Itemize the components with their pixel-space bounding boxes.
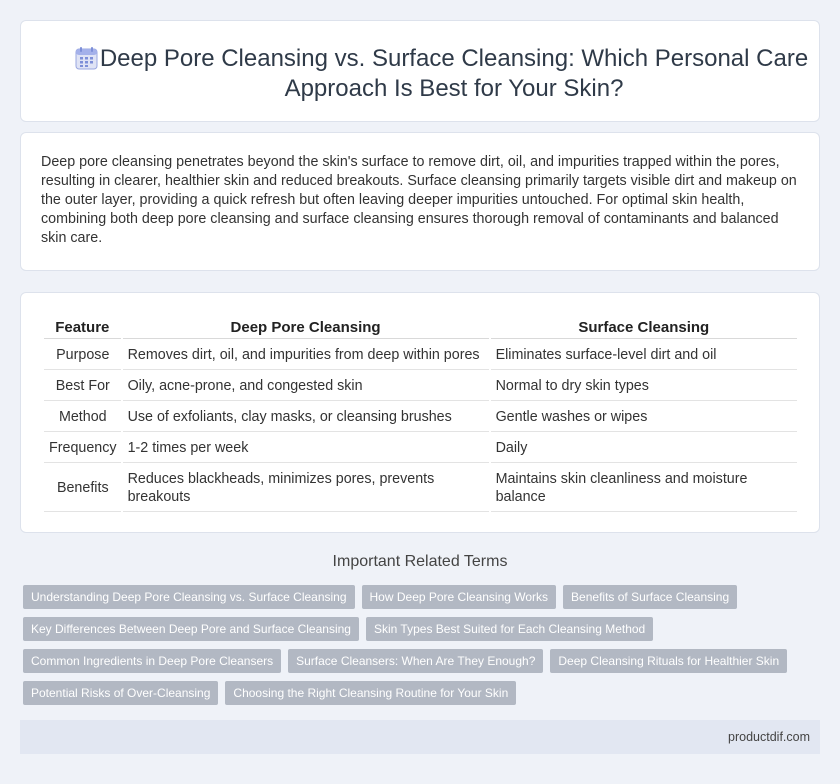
tag-row <box>23 649 813 673</box>
column-header-deep-pore: Deep Pore Cleansing <box>123 315 489 339</box>
table-row <box>44 403 797 432</box>
comparison-card <box>20 292 820 533</box>
table-row <box>44 372 797 401</box>
surface-cell: Gentle washes or wipes <box>491 403 797 432</box>
tag-row <box>23 681 813 705</box>
feature-cell: Frequency <box>44 434 121 463</box>
feature-cell: Purpose <box>44 341 121 370</box>
surface-cell: Daily <box>491 434 797 463</box>
related-terms-heading: Important Related Terms <box>332 553 508 570</box>
surface-cell: Normal to dry skin types <box>491 372 797 401</box>
page-title: Deep Pore Cleansing vs. Surface Cleansing: Which Personal Care Approach Is Best for Your Skin? <box>99 45 809 102</box>
feature-cell: Benefits <box>44 465 121 512</box>
surface-cell: Maintains skin cleanliness and moisture balance <box>491 465 797 512</box>
tag-row <box>23 617 813 641</box>
tag-row <box>23 585 813 609</box>
related-term-tag[interactable]: Common Ingredients in Deep Pore Cleansers <box>23 649 281 673</box>
related-term-tag[interactable]: Potential Risks of Over-Cleansing <box>23 681 218 705</box>
related-term-tag[interactable]: Choosing the Right Cleansing Routine for Your Skin <box>225 681 516 705</box>
intro-paragraph: Deep pore cleansing penetrates beyond the skin's surface to remove dirt, oil, and impurities trapped within the pores, resulting in clearer, healthier skin and reduced breakouts. Surface cleansing primarily targets visible dirt and makeup on the outer layer, providing a quick refresh but often leaving deeper impurities untouched. For optimal skin health, combining both deep pore cleansing and surface cleansing ensures thorough removal of contaminants and balanced skin care. <box>41 154 797 246</box>
surface-cell: Eliminates surface-level dirt and oil <box>491 341 797 370</box>
deep-pore-cell: Use of exfoliants, clay masks, or cleansing brushes <box>123 403 489 432</box>
related-term-tag[interactable]: Surface Cleansers: When Are They Enough? <box>288 649 543 673</box>
column-header-feature: Feature <box>44 315 121 339</box>
related-term-tag[interactable]: Deep Cleansing Rituals for Healthier Skin <box>550 649 787 673</box>
table-header-row <box>44 315 797 339</box>
related-terms-list <box>23 585 813 713</box>
related-term-tag[interactable]: Key Differences Between Deep Pore and Surface Cleansing <box>23 617 359 641</box>
comparison-table <box>42 313 799 514</box>
table-row <box>44 434 797 463</box>
column-header-surface: Surface Cleansing <box>491 315 797 339</box>
title-card <box>20 20 820 122</box>
table-row <box>44 341 797 370</box>
feature-cell: Best For <box>44 372 121 401</box>
related-term-tag[interactable]: How Deep Pore Cleansing Works <box>362 585 557 609</box>
deep-pore-cell: Removes dirt, oil, and impurities from deep within pores <box>123 341 489 370</box>
footer <box>20 720 820 754</box>
feature-cell: Method <box>44 403 121 432</box>
deep-pore-cell: 1-2 times per week <box>123 434 489 463</box>
calendar-icon <box>74 46 99 71</box>
deep-pore-cell: Oily, acne-prone, and congested skin <box>123 372 489 401</box>
deep-pore-cell: Reduces blackheads, minimizes pores, prevents breakouts <box>123 465 489 512</box>
intro-card <box>20 132 820 271</box>
related-term-tag[interactable]: Benefits of Surface Cleansing <box>563 585 737 609</box>
footer-site-link[interactable]: productdif.com <box>728 730 810 744</box>
related-term-tag[interactable]: Skin Types Best Suited for Each Cleansing Method <box>366 617 653 641</box>
table-row <box>44 465 797 512</box>
related-term-tag[interactable]: Understanding Deep Pore Cleansing vs. Surface Cleansing <box>23 585 355 609</box>
